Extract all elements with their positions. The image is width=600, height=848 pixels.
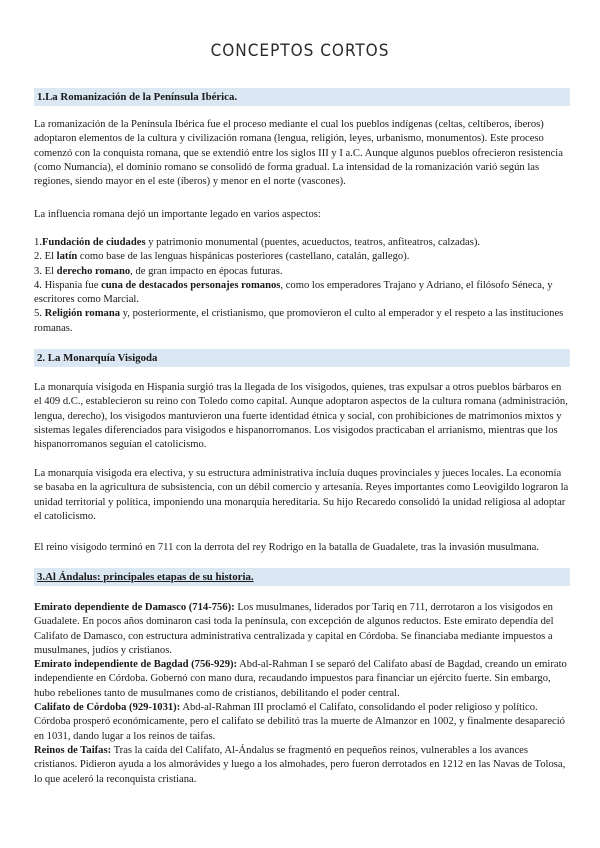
legacy-list: [34, 236, 570, 336]
paragraph: La monarquía visigoda en Hispania surgió tras la llegada de los visigodos, quienes, tras expulsar a otros pueblos bárbaros en el 409 d.C., establecieron su reino con Toledo como capital. Aunque adoptaron aspectos de la cultura romana (administración, lengua, derecho), los visigodos mantuvieron una fuerte identidad étnica y social, con prohibiciones de matrimonios mixtos y sistemas legales diferenciados para visigodos e hispanorromanos. Los visigodos practicaban el arrianismo, mientras que los hispanorromanos seguían el catolicismo.: [34, 382, 568, 451]
section-3: [34, 568, 570, 586]
stage-item: Reinos de Taifas: Tras la caída del Califato, Al-Ándalus se fragmentó en pequeños reinos, vulnerables a los avances cristianos. Pidieron ayuda a los almorávides y luego a los almohades, pero fueron derrotados en 1212 en las Navas de Tolosa, lo que aceleró la reconquista cristiana.: [34, 744, 566, 785]
section-1-heading: 1.La Romanización de la Península Ibérica.: [34, 88, 570, 106]
section-1: [34, 88, 570, 106]
list-item: 5. Religión romana y, posteriormente, el cristianismo, que promovieron el culto al emperador y el respeto a las instituciones romanas.: [34, 308, 564, 334]
list-item: 4. Hispania fue cuna de destacados personajes romanos, como los emperadores Trajano y Adriano, el filósofo Séneca, y escritores como Marcial.: [34, 279, 553, 306]
page-title: CONCEPTOS CORTOS: [210, 41, 390, 61]
section-2-paragraph-2: [34, 467, 570, 524]
section-1-legacy-intro: La influencia romana dejó un importante legado en varios aspectos:: [34, 209, 321, 220]
section-1-body: [34, 118, 570, 189]
list-item: 2. El latín como base de las lenguas hispánicas posteriores (castellano, catalán, gallego).: [34, 251, 410, 263]
section-2: [34, 349, 570, 367]
stage-item: Califato de Córdoba (929-1031): Abd-al-Rahman III proclamó el Califato, consolidando el poder religioso y político. Córdoba prosperó económicamente, pero el califato se debilitó tras la muerte de Almanzor en 1002, y finalmente desapareció en 1031, dando lugar a los reinos de taifas.: [34, 702, 565, 742]
stage-item: Emirato dependiente de Damasco (714-756): Los musulmanes, liderados por Tariq en 711, derrotaron a los visigodos en Guadalete. En pocos años dominaron casi toda la península, con excepción de algunos reductos. Este emirato dependía del Califato de Damasco, con estructura administrativa centralizada y capital en Córdoba. Se financiaba mediante impuestos a musulmanes, judíos y cristianos.: [34, 602, 554, 656]
paragraph: La monarquía visigoda era electiva, y su estructura administrativa incluía duques provinciales y jueces locales. La economía se basaba en la agricultura de subsistencia, con un débil comercio y artesanía. Reyes importantes como Leovigildo lograron la unidad territorial y política, imponiendo una monarquía hereditaria. Su hijo Recaredo consolidó la unidad religiosa al adoptar el catolicismo.: [34, 468, 569, 522]
section-3-heading-box: [34, 568, 570, 586]
section-3-heading: 3.Al Ándalus: principales etapas de su historia.: [37, 571, 254, 583]
section-1-intro: La romanización de la Península Ibérica fue el proceso mediante el cual los pueblos indígenas (celtas, celtíberos, íberos) adoptaron elementos de la cultura y civilización romana (lengua, religión, leyes, urbanismo, monumentos). Este proceso comenzó con la conquista romana, que se extendió entre los siglos III y I a.C. Aunque algunos pueblos ofrecieron resistencia (como Numancia), el dominio romano se consolidó de forma gradual. La intensidad de la romanización varió según las regiones, siendo mayor en el este (íberos) y menor en el norte (vascones).: [34, 119, 563, 188]
stages-list: [34, 601, 570, 787]
paragraph: El reino visigodo terminó en 711 con la derrota del rey Rodrigo en la batalla de Guadalete, tras la invasión musulmana.: [34, 542, 540, 553]
list-item: 3. El derecho romano, de gran impacto en épocas futuras.: [34, 265, 283, 277]
section-2-paragraph-1: [34, 381, 570, 452]
section-1-legacy: [34, 208, 570, 222]
stage-item: Emirato independiente de Bagdad (756-929): Abd-al-Rahman I se separó del Califato abasí de Bagdad, creando un emirato independiente en Córdoba. Gobernó con mano dura, recaudando impuestos para financiar un ejército fuerte. Sin embargo, hubo rebeliones tanto de musulmanes como de cristianos, debilitando el poder central.: [34, 659, 567, 699]
section-2-paragraph-3: [34, 541, 570, 555]
list-item: 1.Fundación de ciudades y patrimonio monumental (puentes, acueductos, teatros, anfiteatros, calzadas).: [34, 237, 481, 248]
section-2-heading: 2. La Monarquía Visigoda: [34, 349, 570, 367]
